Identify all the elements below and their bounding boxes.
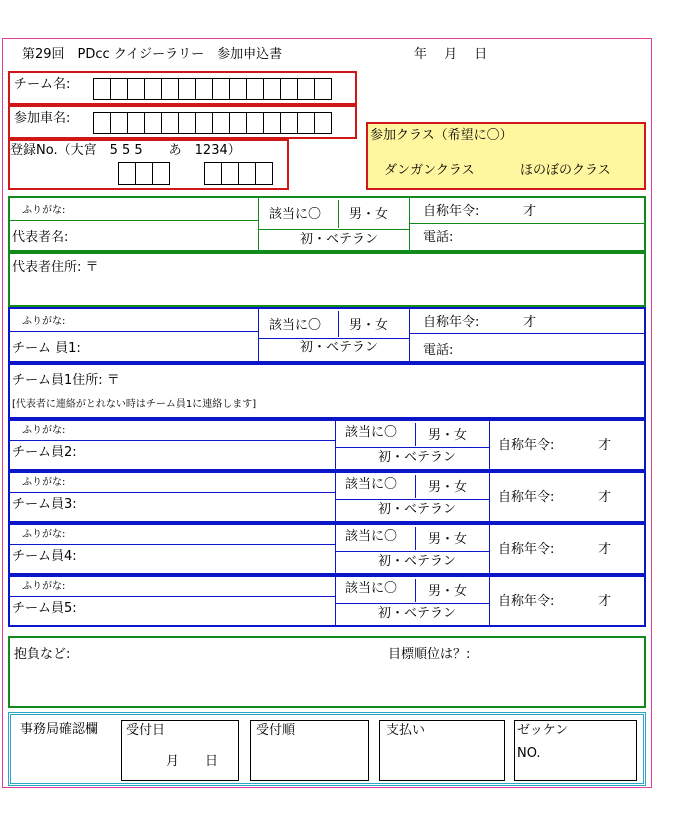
divider xyxy=(409,308,410,362)
divider xyxy=(335,576,336,626)
furigana-label: ふりがな: xyxy=(22,316,66,327)
age-label: 自称年令: xyxy=(498,438,555,453)
divider xyxy=(10,331,258,332)
zekken-no-label: NO. xyxy=(517,746,541,761)
age-unit: 才 xyxy=(523,204,537,219)
divider xyxy=(335,603,489,604)
divider xyxy=(489,524,490,574)
representative-name-label: 代表者名: xyxy=(12,230,69,245)
team-name-input[interactable] xyxy=(93,78,331,100)
divider xyxy=(409,333,645,334)
age-label: 自称年令: xyxy=(423,315,480,330)
gender-option[interactable]: 男・女 xyxy=(428,532,468,547)
level-option[interactable]: 初・ベテラン xyxy=(300,340,379,355)
age-unit: 才 xyxy=(598,438,612,453)
goal-rank-label: 目標順位は？: xyxy=(388,647,471,662)
member4-name-label: チーム員4: xyxy=(12,549,77,564)
level-option[interactable]: 初・ベテラン xyxy=(378,502,457,517)
divider xyxy=(258,229,409,230)
representative-address-box xyxy=(8,252,646,307)
received-order-label: 受付順 xyxy=(256,723,296,738)
divider xyxy=(335,499,489,500)
aspiration-box[interactable] xyxy=(8,636,646,708)
form-title: 第29回 PDcc クイジーラリー 参加申込書 xyxy=(22,47,283,62)
office-label: 事務局確認欄 xyxy=(20,722,99,737)
furigana-label: ふりがな: xyxy=(22,205,66,216)
team-name-label: チーム名: xyxy=(14,77,71,92)
divider xyxy=(409,223,645,224)
divider xyxy=(415,423,416,446)
age-unit: 才 xyxy=(598,490,612,505)
level-option[interactable]: 初・ベテラン xyxy=(300,232,379,247)
divider xyxy=(10,596,335,597)
divider xyxy=(338,311,339,337)
date-field[interactable]: 年 月 日 xyxy=(414,47,488,62)
registration-number-left[interactable] xyxy=(118,162,169,185)
gender-option[interactable]: 男・女 xyxy=(349,318,389,333)
month-day-label: 月 日 xyxy=(166,754,219,769)
payment-label: 支払い xyxy=(386,723,426,738)
member3-name-label: チーム員3: xyxy=(12,497,77,512)
divider xyxy=(10,440,335,441)
member1-name-label: チーム 員1: xyxy=(12,341,81,356)
applicable-label: 該当に〇 xyxy=(345,529,398,544)
divider xyxy=(335,447,489,448)
divider xyxy=(489,472,490,522)
divider xyxy=(258,338,409,339)
divider xyxy=(335,551,489,552)
registration-label: 登録No.（大宮 5 5 5 あ 1234） xyxy=(10,143,241,158)
divider xyxy=(338,200,339,228)
applicable-label: 該当に〇 xyxy=(345,581,398,596)
member1-address-label: チーム員1住所: 〒 xyxy=(12,373,120,388)
entry-car-input[interactable] xyxy=(93,112,331,134)
gender-option[interactable]: 男・女 xyxy=(428,584,468,599)
level-option[interactable]: 初・ベテラン xyxy=(378,554,457,569)
gender-option[interactable]: 男・女 xyxy=(428,428,468,443)
representative-address-label: 代表者住所: 〒 xyxy=(12,260,99,275)
class-option-honobono[interactable]: ほのぼのクラス xyxy=(520,163,611,178)
divider xyxy=(409,197,410,251)
divider xyxy=(335,524,336,574)
zekken-label: ゼッケン xyxy=(517,723,569,738)
registration-number-right[interactable] xyxy=(204,162,272,185)
age-label: 自称年令: xyxy=(498,542,555,557)
applicable-label: 該当に〇 xyxy=(269,318,322,333)
age-label: 自称年令: xyxy=(498,490,555,505)
entry-car-label: 参加車名: xyxy=(14,111,71,126)
divider xyxy=(415,579,416,602)
member1-note: [代表者に連絡がとれない時はチーム員1に連絡します] xyxy=(12,399,257,410)
age-unit: 才 xyxy=(598,594,612,609)
age-unit: 才 xyxy=(523,315,537,330)
divider xyxy=(335,472,336,522)
age-unit: 才 xyxy=(598,542,612,557)
applicable-label: 該当に〇 xyxy=(345,477,398,492)
furigana-label: ふりがな: xyxy=(22,477,66,488)
gender-option[interactable]: 男・女 xyxy=(428,480,468,495)
class-title: 参加クラス（希望に〇） xyxy=(370,128,513,143)
class-option-dangan[interactable]: ダンガンクラス xyxy=(384,163,475,178)
member2-name-label: チーム員2: xyxy=(12,445,77,460)
divider xyxy=(258,308,259,362)
level-option[interactable]: 初・ベテラン xyxy=(378,606,457,621)
divider xyxy=(10,220,258,221)
phone-label: 電話: xyxy=(423,343,454,358)
received-date-label: 受付日 xyxy=(126,723,166,738)
furigana-label: ふりがな: xyxy=(22,425,66,436)
furigana-label: ふりがな: xyxy=(22,529,66,540)
divider xyxy=(258,197,259,251)
divider xyxy=(415,475,416,498)
aspiration-label: 抱負など: xyxy=(14,647,71,662)
level-option[interactable]: 初・ベテラン xyxy=(378,450,457,465)
gender-option[interactable]: 男・女 xyxy=(349,207,389,222)
divider xyxy=(489,420,490,470)
applicable-label: 該当に〇 xyxy=(269,207,322,222)
divider xyxy=(10,544,335,545)
age-label: 自称年令: xyxy=(423,204,480,219)
divider xyxy=(335,420,336,470)
applicable-label: 該当に〇 xyxy=(345,425,398,440)
member5-name-label: チーム員5: xyxy=(12,601,77,616)
divider xyxy=(10,492,335,493)
phone-label: 電話: xyxy=(423,230,454,245)
divider xyxy=(415,527,416,550)
divider xyxy=(489,576,490,626)
furigana-label: ふりがな: xyxy=(22,581,66,592)
age-label: 自称年令: xyxy=(498,594,555,609)
